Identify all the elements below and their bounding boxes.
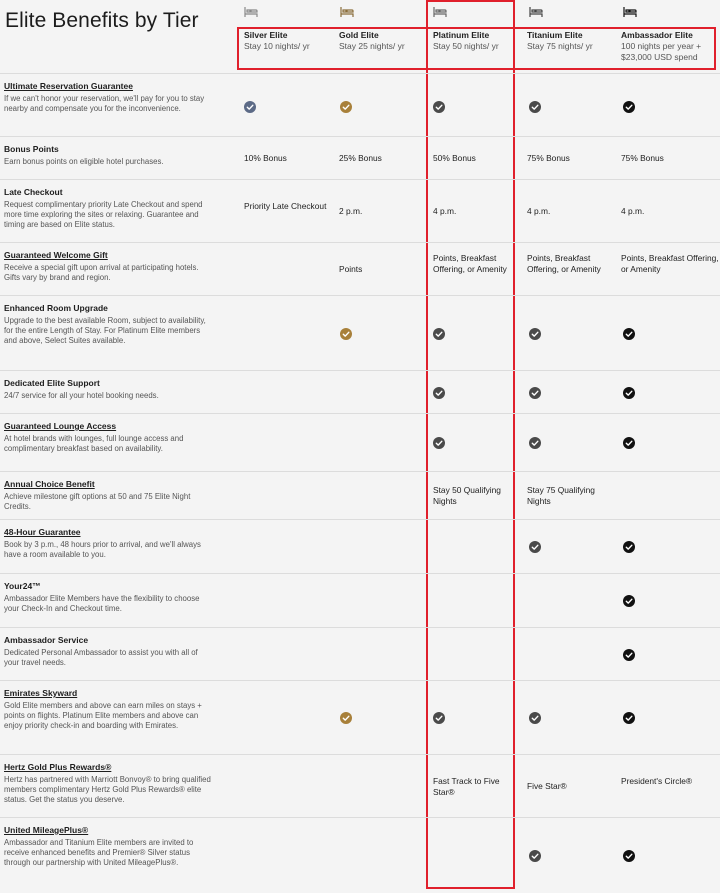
benefit-info — [4, 762, 214, 805]
benefit-name[interactable]: Emirates Skyward — [4, 688, 78, 698]
tier-requirement: Stay 75 nights/ yr — [527, 41, 593, 51]
benefit-name[interactable]: Hertz Gold Plus Rewards® — [4, 762, 112, 772]
benefit-description: Dedicated Personal Ambassador to assist you with all of your travel needs. — [4, 648, 198, 667]
benefit-description: Ambassador and Titanium Elite members are invited to receive enhanced benefits and Premier® Silver status through our partnership with United MileagePlus®. — [4, 838, 194, 867]
tier-value: Points, Breakfast Offering, or Amenity — [527, 253, 601, 274]
check-icon — [433, 712, 445, 724]
check-icon — [529, 541, 541, 553]
table-row — [0, 471, 720, 519]
check-icon — [623, 328, 635, 340]
check-icon — [244, 101, 256, 113]
check-icon — [529, 328, 541, 340]
bed-icon — [529, 6, 543, 18]
benefit-info — [4, 421, 214, 454]
benefit-name: Ambassador Service — [4, 635, 89, 645]
page-title: Elite Benefits by Tier — [5, 9, 199, 32]
tier-value: Fast Track to Five Star® — [433, 776, 500, 797]
benefit-description: Receive a special gift upon arrival at participating hotels. Gifts vary by brand and region. — [4, 263, 199, 282]
tier-value: 4 p.m. — [527, 206, 551, 216]
tier-value: 4 p.m. — [621, 206, 645, 216]
benefit-description: 24/7 service for all your hotel booking needs. — [4, 391, 159, 400]
tier-value: Points — [339, 264, 363, 274]
benefit-name[interactable]: Ultimate Reservation Guarantee — [4, 81, 133, 91]
benefit-info — [4, 303, 214, 346]
table-row — [0, 413, 720, 471]
benefit-description: Upgrade to the best available Room, subject to availability, for the entire Length of Stay. For Platinum Elite members and above, Select Suites available. — [4, 316, 206, 345]
benefit-info — [4, 527, 214, 560]
tier-value: 25% Bonus — [339, 153, 382, 163]
benefit-name: Dedicated Elite Support — [4, 378, 100, 388]
check-icon — [623, 595, 635, 607]
check-icon — [433, 387, 445, 399]
tier-value: 75% Bonus — [621, 153, 664, 163]
tier-value: Stay 75 Qualifying Nights — [527, 485, 595, 506]
table-row — [0, 573, 720, 627]
benefit-description: Ambassador Elite Members have the flexibility to choose your Check-In and Checkout time. — [4, 594, 200, 613]
tier-value: Five Star® — [527, 781, 567, 791]
check-icon — [529, 387, 541, 399]
check-icon — [623, 101, 635, 113]
check-icon — [623, 541, 635, 553]
check-icon — [529, 437, 541, 449]
tier-value: Points, Breakfast Offering, or Amenity — [433, 253, 507, 274]
tier-requirement: Stay 50 nights/ yr — [433, 41, 499, 51]
tier-value: Points, Breakfast Offering, or Amenity — [621, 253, 719, 274]
benefit-description: At hotel brands with lounges, full lounge access and complimentary breakfast based on availability. — [4, 434, 184, 453]
benefit-description: Book by 3 p.m., 48 hours prior to arrival, and we'll always have a room available to you. — [4, 540, 201, 559]
check-icon — [433, 101, 445, 113]
tier-requirement: Stay 10 nights/ yr — [244, 41, 310, 51]
benefit-name: Bonus Points — [4, 144, 59, 154]
tier-value: 10% Bonus — [244, 153, 287, 163]
benefit-description: Request complimentary priority Late Checkout and spend more time exploring the sites or relaxing. Guarantee and timing are based on Elite status. — [4, 200, 203, 229]
bed-icon — [244, 6, 258, 18]
table-row — [0, 242, 720, 295]
tier-requirement: Stay 25 nights/ yr — [339, 41, 405, 51]
tier-name: Platinum Elite — [433, 30, 490, 40]
table-row — [0, 295, 720, 370]
tier-name: Silver Elite — [244, 30, 288, 40]
benefit-info — [4, 479, 214, 512]
check-icon — [623, 437, 635, 449]
benefit-description: Hertz has partnered with Marriott Bonvoy® to bring qualified members complimentary Hertz Gold Plus Rewards® elite status. Get the status you deserve. — [4, 775, 211, 804]
benefit-info — [4, 250, 214, 283]
benefit-info — [4, 688, 214, 731]
table-row — [0, 370, 720, 413]
check-icon — [340, 101, 352, 113]
benefit-info — [4, 825, 214, 868]
benefit-name[interactable]: Annual Choice Benefit — [4, 479, 95, 489]
tier-name: Gold Elite — [339, 30, 379, 40]
tier-name: Ambassador Elite — [621, 30, 693, 40]
check-icon — [623, 712, 635, 724]
bed-icon — [623, 6, 637, 18]
check-icon — [433, 437, 445, 449]
bed-icon — [340, 6, 354, 18]
check-icon — [529, 101, 541, 113]
table-row — [0, 519, 720, 573]
benefit-description: If we can't honor your reservation, we'll pay for you to stay nearby and compensate you for the inconvenience. — [4, 94, 205, 113]
tier-requirement: 100 nights per year + $23,000 USD spend — [621, 41, 702, 62]
table-row — [0, 179, 720, 242]
check-icon — [623, 850, 635, 862]
check-icon — [340, 712, 352, 724]
benefit-info — [4, 144, 214, 167]
table-row — [0, 627, 720, 680]
tier-value: 75% Bonus — [527, 153, 570, 163]
table-row — [0, 680, 720, 754]
check-icon — [529, 850, 541, 862]
tier-value: 2 p.m. — [339, 206, 363, 216]
benefit-info — [4, 187, 214, 230]
benefit-name[interactable]: Guaranteed Lounge Access — [4, 421, 117, 431]
check-icon — [433, 328, 445, 340]
check-icon — [340, 328, 352, 340]
table-row — [0, 73, 720, 136]
benefit-name[interactable]: Guaranteed Welcome Gift — [4, 250, 108, 260]
tier-value: 4 p.m. — [433, 206, 457, 216]
benefit-name[interactable]: 48-Hour Guarantee — [4, 527, 81, 537]
benefit-info — [4, 378, 214, 401]
benefit-name[interactable]: United MileagePlus® — [4, 825, 89, 835]
table-row — [0, 136, 720, 179]
benefit-name: Late Checkout — [4, 187, 63, 197]
check-icon — [623, 649, 635, 661]
check-icon — [529, 712, 541, 724]
tier-value: Stay 50 Qualifying Nights — [433, 485, 501, 506]
tier-value: Priority Late Checkout — [244, 201, 327, 211]
benefit-info — [4, 81, 214, 114]
table-row — [0, 754, 720, 817]
benefit-info — [4, 635, 214, 668]
check-icon — [623, 387, 635, 399]
benefit-description: Gold Elite members and above can earn miles on stays + points on flights. Platinum Elite members and above can enjoy priority check-in and boarding with Emirates. — [4, 701, 202, 730]
benefit-info — [4, 581, 214, 614]
tier-name: Titanium Elite — [527, 30, 583, 40]
benefit-name: Your24™ — [4, 581, 41, 591]
benefit-description: Achieve milestone gift options at 50 and 75 Elite Night Credits. — [4, 492, 191, 511]
benefit-name: Enhanced Room Upgrade — [4, 303, 108, 313]
table-row — [0, 817, 720, 893]
tier-value: 50% Bonus — [433, 153, 476, 163]
benefit-description: Earn bonus points on eligible hotel purchases. — [4, 157, 164, 166]
tier-value: President's Circle® — [621, 776, 693, 786]
